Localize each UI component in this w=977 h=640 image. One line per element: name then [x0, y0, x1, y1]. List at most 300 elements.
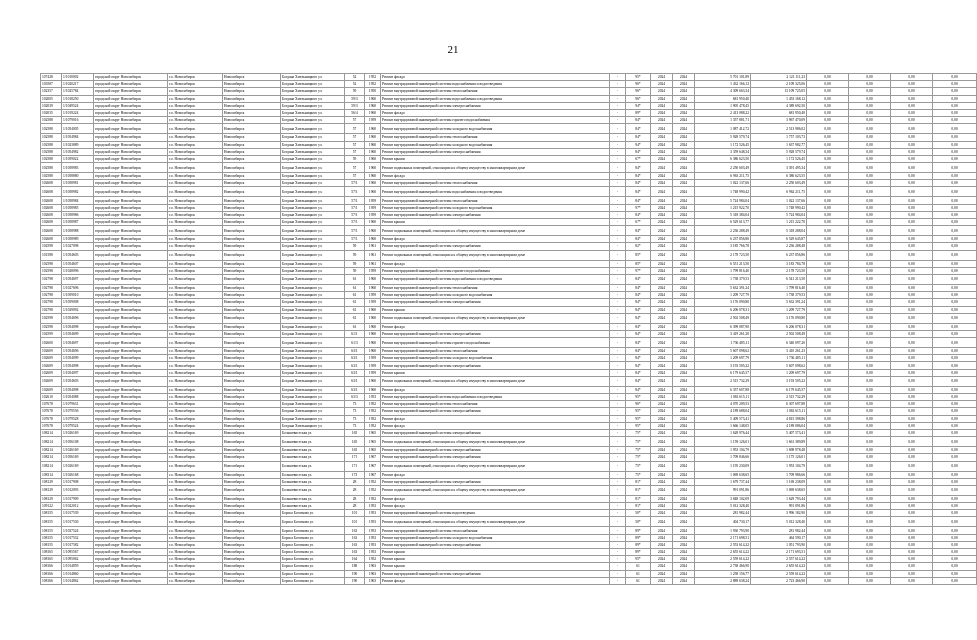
- table-row: [41, 478, 977, 485]
- row-area: Новосибирск: [223, 299, 281, 306]
- row-z1: 0,00: [807, 74, 849, 81]
- row-area: Новосибирск: [223, 549, 281, 556]
- row-dash: -: [610, 338, 626, 348]
- row-code: 1/1079524: [62, 422, 94, 429]
- row-year-start: 2024: [651, 219, 673, 226]
- row-work: Ремонт внутридомовой инженерной системы водоснабжения и водоотведения: [381, 81, 610, 88]
- row-street: Богдана Хмельницкого ул.: [281, 306, 345, 313]
- row-code: 1/1026169: [62, 447, 94, 454]
- row-z3: 0,00: [891, 510, 933, 517]
- row-year-start: 2024: [651, 401, 673, 408]
- row-built: 1959: [365, 362, 381, 369]
- row-code: 1/1054098: [62, 386, 94, 393]
- row-area: Новосибирск: [223, 243, 281, 250]
- row-sum: 1 666 148,05: [695, 422, 751, 429]
- row-city: г.о. Новосибирск: [168, 429, 223, 436]
- row-year-end: 2024: [673, 510, 695, 517]
- row-no: 102598: [41, 323, 62, 330]
- row-year-end: 2024: [673, 102, 695, 109]
- row-dash: -: [610, 362, 626, 369]
- row-z3: 0,00: [891, 95, 933, 102]
- row-z4: 0,00: [933, 323, 977, 330]
- row-dash: -: [610, 510, 626, 517]
- row-z1: 0,00: [807, 401, 849, 408]
- row-work: Ремонт внутридомовой инженерной системы теплоснабжения: [381, 197, 610, 204]
- row-work: Ремонт подвальных помещений, относящихся к общему имуществу в многоквартирном доме: [381, 163, 610, 173]
- row-built: 1960: [365, 386, 381, 393]
- table-row: [41, 549, 977, 556]
- row-district: городской округ Новосибирск: [94, 124, 168, 134]
- row-z1: 0,00: [807, 274, 849, 284]
- row-year-start: 2024: [651, 323, 673, 330]
- row-sum: 1 628 976,44: [695, 429, 751, 436]
- row-district: городской округ Новосибирск: [94, 485, 168, 495]
- row-year-start: 2024: [651, 422, 673, 429]
- row-house: 56/4: [345, 109, 365, 116]
- row-code: 1/1017908: [62, 478, 94, 485]
- row-sum2: 1 209 727,79: [751, 306, 807, 313]
- row-dash: -: [610, 88, 626, 95]
- row-pct: 84*: [626, 211, 651, 218]
- row-area: Новосибирск: [223, 260, 281, 267]
- row-z1: 0,00: [807, 534, 849, 541]
- row-area: Новосибирск: [223, 517, 281, 527]
- row-year-start: 2024: [651, 274, 673, 284]
- row-sum2: 1 698 978,48: [751, 447, 807, 454]
- row-sum: 1 905 478,45: [695, 102, 751, 109]
- row-city: г.о. Новосибирск: [168, 163, 223, 173]
- row-year-end: 2024: [673, 355, 695, 362]
- row-dash: -: [610, 134, 626, 141]
- row-code: 1/1079016: [62, 117, 94, 124]
- row-sum2: 1 022 137,66: [751, 197, 807, 204]
- row-built: 1959: [365, 369, 381, 376]
- row-area: Новосибирск: [223, 376, 281, 386]
- row-z3: 0,00: [891, 187, 933, 197]
- row-year-end: 2024: [673, 570, 695, 577]
- row-z2: 0,00: [849, 124, 891, 134]
- row-pct: 61: [626, 577, 651, 584]
- row-pct: 75*: [626, 471, 651, 478]
- row-district: городской округ Новосибирск: [94, 541, 168, 548]
- row-work: Ремонт фасада: [381, 415, 610, 422]
- row-no: 102357: [41, 88, 62, 95]
- row-z4: 0,00: [933, 313, 977, 323]
- row-sum: 1 172 526,45: [695, 141, 751, 148]
- row-z4: 0,00: [933, 306, 977, 313]
- row-work: Ремонт внутридомовой инженерной системы горячего водоснабжения: [381, 267, 610, 274]
- row-built: 1953: [365, 510, 381, 517]
- row-area: Новосибирск: [223, 95, 281, 102]
- row-city: г.о. Новосибирск: [168, 102, 223, 109]
- row-z1: 0,00: [807, 369, 849, 376]
- row-code: 1/1054984: [62, 134, 94, 141]
- row-built: 1953: [365, 534, 381, 541]
- row-district: городской округ Новосибирск: [94, 284, 168, 291]
- row-no: 108155: [41, 527, 62, 534]
- row-z1: 0,00: [807, 180, 849, 187]
- row-z1: 0,00: [807, 313, 849, 323]
- row-district: городской округ Новосибирск: [94, 109, 168, 116]
- row-pct: 84*: [626, 348, 651, 355]
- row-sum: 1 432 166,12: [695, 81, 751, 88]
- row-no: 102798: [41, 274, 62, 284]
- row-sum: 6 963 211,75: [695, 173, 751, 180]
- row-year-end: 2024: [673, 155, 695, 162]
- row-z2: 0,00: [849, 541, 891, 548]
- row-work: Ремонт внутридомовой инженерной системы холодного водоснабжения: [381, 355, 610, 362]
- row-sum2: 1 172 526,45: [751, 155, 807, 162]
- row-district: городской округ Новосибирск: [94, 187, 168, 197]
- row-dash: -: [610, 348, 626, 355]
- row-pct: 96*: [626, 88, 651, 95]
- row-built: 1952: [365, 74, 381, 81]
- row-work: Ремонт внутридомовой инженерной системы электроснабжения: [381, 330, 610, 337]
- row-z1: 0,00: [807, 577, 849, 584]
- row-sum2: 4 389 692,50: [751, 102, 807, 109]
- row-year-start: 2024: [651, 503, 673, 510]
- row-year-start: 2024: [651, 527, 673, 534]
- row-year-start: 2024: [651, 134, 673, 141]
- row-area: Новосибирск: [223, 284, 281, 291]
- row-built: 1963: [365, 563, 381, 570]
- row-pct: 75*: [626, 429, 651, 436]
- row-sum: 4 070 209,53: [695, 401, 751, 408]
- row-no: 102798: [41, 299, 62, 306]
- row-city: г.о. Новосибирск: [168, 348, 223, 355]
- row-year-end: 2024: [673, 148, 695, 155]
- row-no: 102588: [41, 155, 62, 162]
- row-house: 57: [345, 134, 365, 141]
- row-z4: 0,00: [933, 503, 977, 510]
- row-dash: -: [610, 163, 626, 173]
- row-district: городской округ Новосибирск: [94, 226, 168, 236]
- row-year-start: 2024: [651, 173, 673, 180]
- row-year-end: 2024: [673, 81, 695, 88]
- row-z2: 0,00: [849, 219, 891, 226]
- row-sum2: 464 590,17: [751, 534, 807, 541]
- row-city: г.о. Новосибирск: [168, 495, 223, 502]
- row-work: Ремонт внутридомовой инженерной системы электроснабжения: [381, 478, 610, 485]
- row-sum2: 5 724 984,04: [751, 211, 807, 218]
- row-no: 102610: [41, 394, 62, 401]
- row-z2: 0,00: [849, 226, 891, 236]
- row-year-start: 2024: [651, 74, 673, 81]
- row-z4: 0,00: [933, 541, 977, 548]
- row-year-end: 2024: [673, 401, 695, 408]
- row-year-start: 2024: [651, 260, 673, 267]
- row-street: Бориса Богаткова ул.: [281, 570, 345, 577]
- row-street: Богдана Хмельницкого ул.: [281, 284, 345, 291]
- row-z2: 0,00: [849, 187, 891, 197]
- row-sum2: 1 169 238,09: [751, 478, 807, 485]
- row-z3: 0,00: [891, 284, 933, 291]
- row-area: Новосибирск: [223, 313, 281, 323]
- row-district: городской округ Новосибирск: [94, 503, 168, 510]
- row-area: Новосибирск: [223, 134, 281, 141]
- row-z3: 0,00: [891, 355, 933, 362]
- row-z3: 0,00: [891, 369, 933, 376]
- row-dash: -: [610, 243, 626, 250]
- table-row: [41, 204, 977, 211]
- row-pct: 85*: [626, 260, 651, 267]
- row-code: 1/1054697: [62, 274, 94, 284]
- row-sum: 6 399 087,90: [695, 323, 751, 330]
- row-z1: 0,00: [807, 563, 849, 570]
- row-pct: 84*: [626, 330, 651, 337]
- row-z3: 0,00: [891, 163, 933, 173]
- row-built: 1960: [365, 180, 381, 187]
- row-z2: 0,00: [849, 478, 891, 485]
- row-work: Ремонт внутридомовой инженерной системы холодного водоснабжения: [381, 534, 610, 541]
- row-dash: -: [610, 437, 626, 447]
- row-z2: 0,00: [849, 323, 891, 330]
- row-house: 163: [345, 534, 365, 541]
- row-z4: 0,00: [933, 226, 977, 236]
- row-district: городской округ Новосибирск: [94, 376, 168, 386]
- row-dash: -: [610, 95, 626, 102]
- row-code: 1/1058985: [62, 204, 94, 211]
- row-z2: 0,00: [849, 527, 891, 534]
- row-sum: 4 189 688,04: [695, 408, 751, 415]
- row-area: Новосибирск: [223, 386, 281, 393]
- row-z3: 0,00: [891, 299, 933, 306]
- row-z2: 0,00: [849, 362, 891, 369]
- row-area: Новосибирск: [223, 541, 281, 548]
- row-year-start: 2024: [651, 250, 673, 260]
- row-year-start: 2024: [651, 267, 673, 274]
- row-work: Ремонт крыши: [381, 219, 610, 226]
- row-street: Богдана Хмельницкого ул.: [281, 243, 345, 250]
- row-city: г.о. Новосибирск: [168, 180, 223, 187]
- row-sum2: 2 502 508,49: [751, 330, 807, 337]
- row-code: 1/1095062: [62, 556, 94, 563]
- row-area: Новосибирск: [223, 338, 281, 348]
- row-house: 57/1: [345, 187, 365, 197]
- table-row: [41, 141, 977, 148]
- row-z2: 0,00: [849, 95, 891, 102]
- row-sum2: 6 179 645,57: [751, 386, 807, 393]
- row-code: 1/1020217: [62, 81, 94, 88]
- row-pct: 61: [626, 570, 651, 577]
- row-area: Новосибирск: [223, 117, 281, 124]
- row-city: г.о. Новосибирск: [168, 197, 223, 204]
- row-code: 1/1058981: [62, 180, 94, 187]
- row-pct: 75*: [626, 437, 651, 447]
- row-street: Богдана Хмельницкого ул.: [281, 274, 345, 284]
- row-street: Богдана Хмельницкого ул.: [281, 236, 345, 243]
- row-year-start: 2024: [651, 478, 673, 485]
- row-area: Новосибирск: [223, 148, 281, 155]
- row-no: 107428: [41, 74, 62, 81]
- row-no: 107678: [41, 422, 62, 429]
- row-sum: 6 529 613,77: [695, 219, 751, 226]
- row-sum2: 2 250 603,49: [751, 180, 807, 187]
- row-street: Богдана Хмельницкого ул.: [281, 226, 345, 236]
- row-area: Новосибирск: [223, 401, 281, 408]
- row-year-start: 2024: [651, 313, 673, 323]
- row-built: 1963: [365, 570, 381, 577]
- row-z4: 0,00: [933, 88, 977, 95]
- row-no: 108214: [41, 447, 62, 454]
- row-z2: 0,00: [849, 415, 891, 422]
- row-z3: 0,00: [891, 338, 933, 348]
- row-sum: 6 357 607,88: [695, 386, 751, 393]
- row-built: 1953: [365, 549, 381, 556]
- row-house: 59/3: [345, 95, 365, 102]
- row-year-start: 2024: [651, 454, 673, 461]
- row-dash: -: [610, 109, 626, 116]
- row-dash: -: [610, 415, 626, 422]
- row-code: 1/1054696: [62, 348, 94, 355]
- row-city: г.о. Новосибирск: [168, 401, 223, 408]
- row-work: Ремонт фасада: [381, 386, 610, 393]
- row-pct: 84*: [626, 187, 651, 197]
- row-district: городской округ Новосибирск: [94, 134, 168, 141]
- row-no: 102598: [41, 267, 62, 274]
- row-pct: 84*: [626, 369, 651, 376]
- row-z3: 0,00: [891, 556, 933, 563]
- row-z2: 0,00: [849, 330, 891, 337]
- table-row: [41, 148, 977, 155]
- row-work: Ремонт внутридомовой инженерной системы теплоснабжения: [381, 88, 610, 95]
- row-street: Богдана Хмельницкого ул.: [281, 148, 345, 155]
- row-code: 1/1022012: [62, 503, 94, 510]
- row-built: 1960: [365, 284, 381, 291]
- row-street: Большевистская ул.: [281, 461, 345, 471]
- row-house: 57/1: [345, 197, 365, 204]
- row-z3: 0,00: [891, 330, 933, 337]
- row-z2: 0,00: [849, 306, 891, 313]
- row-built: 1961: [365, 250, 381, 260]
- row-work: Ремонт фасада: [381, 236, 610, 243]
- row-work: Ремонт внутридомовой инженерной системы водоснабжения и водоотведения: [381, 274, 610, 284]
- row-work: Ремонт внутридомовой инженерной системы электроснабжения: [381, 454, 610, 461]
- row-z4: 0,00: [933, 148, 977, 155]
- row-sum2: 991 091,86: [751, 503, 807, 510]
- row-built: 1960: [365, 124, 381, 134]
- row-z4: 0,00: [933, 348, 977, 355]
- row-house: 101: [345, 510, 365, 517]
- row-street: Большевистская ул.: [281, 485, 345, 495]
- table-row: [41, 330, 977, 337]
- row-z2: 0,00: [849, 267, 891, 274]
- row-year-end: 2024: [673, 306, 695, 313]
- row-work: Ремонт внутридомовой инженерной системы электроснабжения: [381, 299, 610, 306]
- row-year-start: 2024: [651, 415, 673, 422]
- row-dash: -: [610, 517, 626, 527]
- row-street: Большевистская ул.: [281, 437, 345, 447]
- row-code: 1/1095567: [62, 549, 94, 556]
- row-year-start: 2024: [651, 485, 673, 495]
- row-area: Новосибирск: [223, 124, 281, 134]
- row-z1: 0,00: [807, 148, 849, 155]
- row-year-end: 2024: [673, 299, 695, 306]
- row-dash: -: [610, 284, 626, 291]
- row-z3: 0,00: [891, 117, 933, 124]
- row-dash: -: [610, 376, 626, 386]
- row-year-start: 2024: [651, 355, 673, 362]
- row-district: городской округ Новосибирск: [94, 330, 168, 337]
- row-house: 59/3: [345, 102, 365, 109]
- row-work: Ремонт внутридомовой инженерной системы электроснабжения: [381, 447, 610, 454]
- row-dash: -: [610, 527, 626, 534]
- row-pct: 95*: [626, 408, 651, 415]
- row-district: городской округ Новосибирск: [94, 570, 168, 577]
- row-house: 57: [345, 148, 365, 155]
- row-house: 61: [345, 274, 365, 284]
- row-year-start: 2024: [651, 306, 673, 313]
- row-built: 1952: [365, 415, 381, 422]
- row-year-start: 2024: [651, 95, 673, 102]
- row-z4: 0,00: [933, 155, 977, 162]
- row-year-start: 2024: [651, 338, 673, 348]
- row-z1: 0,00: [807, 284, 849, 291]
- table-row: [41, 527, 977, 534]
- row-z3: 0,00: [891, 197, 933, 204]
- row-year-start: 2024: [651, 495, 673, 502]
- row-code: 1/1017909: [62, 495, 94, 502]
- row-built: 1960: [365, 155, 381, 162]
- row-built: 1959: [365, 292, 381, 299]
- row-city: г.о. Новосибирск: [168, 226, 223, 236]
- row-city: г.о. Новосибирск: [168, 362, 223, 369]
- row-dash: -: [610, 369, 626, 376]
- table-row: [41, 124, 977, 134]
- row-z2: 0,00: [849, 386, 891, 393]
- row-house: 28: [345, 478, 365, 485]
- row-no: 102598: [41, 313, 62, 323]
- row-pct: 67*: [626, 155, 651, 162]
- row-pct: 95*: [626, 394, 651, 401]
- row-z1: 0,00: [807, 102, 849, 109]
- row-street: Бориса Богаткова ул.: [281, 517, 345, 527]
- row-district: городской округ Новосибирск: [94, 527, 168, 534]
- table-row: [41, 274, 977, 284]
- row-built: 1953: [365, 394, 381, 401]
- row-z3: 0,00: [891, 478, 933, 485]
- row-area: Новосибирск: [223, 74, 281, 81]
- row-district: городской округ Новосибирск: [94, 292, 168, 299]
- table-row: [41, 415, 977, 422]
- row-area: Новосибирск: [223, 355, 281, 362]
- row-year-end: 2024: [673, 226, 695, 236]
- row-sum: 3 359 648,34: [695, 148, 751, 155]
- row-code: 1/1012093: [62, 485, 94, 495]
- row-z3: 0,00: [891, 323, 933, 330]
- row-z1: 0,00: [807, 376, 849, 386]
- row-z2: 0,00: [849, 299, 891, 306]
- row-dash: -: [610, 267, 626, 274]
- row-city: г.о. Новосибирск: [168, 510, 223, 517]
- row-dash: -: [610, 148, 626, 155]
- row-z4: 0,00: [933, 408, 977, 415]
- row-sum2: 1 215 222,70: [751, 219, 807, 226]
- row-city: г.о. Новосибирск: [168, 338, 223, 348]
- row-code: 1/1025784: [62, 88, 94, 95]
- row-year-end: 2024: [673, 95, 695, 102]
- row-z1: 0,00: [807, 197, 849, 204]
- row-area: Новосибирск: [223, 81, 281, 88]
- row-z4: 0,00: [933, 260, 977, 267]
- row-dash: -: [610, 226, 626, 236]
- row-area: Новосибирск: [223, 155, 281, 162]
- row-sum: 6 179 645,57: [695, 369, 751, 376]
- row-area: Новосибирск: [223, 141, 281, 148]
- row-built: 1960: [365, 109, 381, 116]
- row-z1: 0,00: [807, 219, 849, 226]
- table-row: [41, 81, 977, 88]
